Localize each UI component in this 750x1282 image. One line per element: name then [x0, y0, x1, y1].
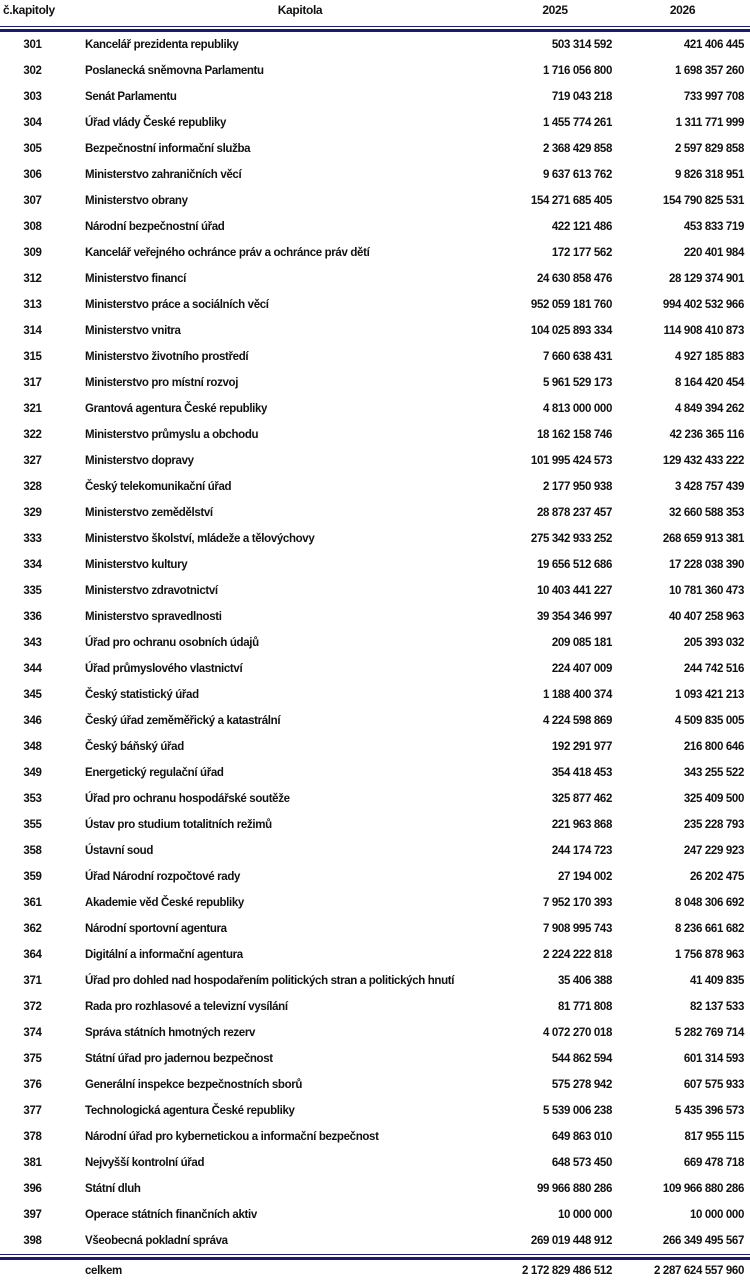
amount-2025: 244 174 723	[551, 845, 612, 857]
amount-2026: 266 349 495 567	[662, 1235, 744, 1247]
table-row	[0, 1124, 750, 1150]
chapter-name: Bezpečnostní informační služba	[85, 143, 251, 155]
amount-2025: 719 043 218	[551, 91, 612, 103]
table-row	[0, 240, 750, 266]
amount-2025: 2 177 950 938	[543, 481, 612, 493]
table-row	[0, 162, 750, 188]
chapter-name: Ministerstvo školství, mládeže a tělovýchovy	[85, 533, 315, 545]
amount-2025: 354 418 453	[551, 767, 612, 779]
amount-2025: 503 314 592	[551, 39, 612, 51]
table-row	[0, 58, 750, 84]
amount-2026: 247 229 923	[683, 845, 744, 857]
table-row	[0, 422, 750, 448]
table-row	[0, 1202, 750, 1228]
chapter-name: Národní bezpečnostní úřad	[85, 221, 225, 233]
amount-2026: 10 781 360 473	[668, 585, 744, 597]
table-row	[0, 370, 750, 396]
amount-2025: 154 271 685 405	[530, 195, 612, 207]
amount-2026: 2 597 829 858	[675, 143, 744, 155]
table-row	[0, 734, 750, 760]
chapter-name: Národní úřad pro kybernetickou a informační bezpečnost	[85, 1131, 379, 1143]
chapter-name: Digitální a informační agentura	[85, 949, 243, 961]
chapter-number: 345	[23, 689, 42, 701]
chapter-name: Český báňský úřad	[85, 741, 184, 753]
chapter-name: Český úřad zeměměřický a katastrální	[85, 715, 281, 727]
amount-2026: 40 407 258 963	[668, 611, 744, 623]
table-row	[0, 604, 750, 630]
chapter-number: 309	[23, 247, 42, 259]
chapter-number: 314	[23, 325, 42, 337]
table-row	[0, 630, 750, 656]
chapter-number: 374	[23, 1027, 42, 1039]
chapter-number: 355	[23, 819, 42, 831]
table-row	[0, 136, 750, 162]
amount-2026: 453 833 719	[683, 221, 744, 233]
chapter-number: 321	[23, 403, 42, 415]
table-row	[0, 1046, 750, 1072]
amount-2025: 192 291 977	[551, 741, 612, 753]
chapter-number: 378	[23, 1131, 42, 1143]
table-row	[0, 318, 750, 344]
chapter-name: Ministerstvo zemědělství	[85, 507, 213, 519]
amount-2025: 209 085 181	[551, 637, 612, 649]
table-row	[0, 1150, 750, 1176]
amount-2025: 7 908 995 743	[543, 923, 612, 935]
chapter-name: Ministerstvo vnitra	[85, 325, 181, 337]
amount-2025: 7 952 170 393	[543, 897, 612, 909]
table-row	[0, 1228, 750, 1254]
chapter-number: 372	[23, 1001, 42, 1013]
total-label: celkem	[85, 1265, 122, 1277]
table-header	[0, 0, 750, 32]
chapter-name: Poslanecká sněmovna Parlamentu	[85, 65, 264, 77]
amount-2025: 172 177 562	[551, 247, 612, 259]
table-row	[0, 916, 750, 942]
chapter-name: Kancelář veřejného ochránce práv a ochránce práv dětí	[85, 247, 370, 259]
amount-2026: 5 435 396 573	[675, 1105, 744, 1117]
table-row	[0, 188, 750, 214]
amount-2025: 4 813 000 000	[543, 403, 612, 415]
total-2025: 2 172 829 486 512	[522, 1265, 612, 1277]
chapter-number: 397	[23, 1209, 42, 1221]
amount-2025: 648 573 450	[551, 1157, 612, 1169]
table-row	[0, 110, 750, 136]
amount-2025: 39 354 346 997	[536, 611, 612, 623]
chapter-number: 349	[23, 767, 42, 779]
chapter-name: Úřad Národní rozpočtové rady	[85, 871, 241, 883]
chapter-name: Kancelář prezidenta republiky	[85, 39, 239, 51]
amount-2025: 7 660 638 431	[543, 351, 612, 363]
table-row	[0, 656, 750, 682]
chapter-name: Operace státních finančních aktiv	[85, 1209, 257, 1221]
amount-2025: 221 963 868	[551, 819, 612, 831]
chapter-name: Ministerstvo pro místní rozvoj	[85, 377, 239, 389]
chapter-number: 305	[23, 143, 42, 155]
chapter-name: Úřad pro ochranu osobních údajů	[85, 637, 259, 649]
chapter-number: 312	[23, 273, 42, 285]
chapter-name: Ministerstvo spravedlnosti	[85, 611, 222, 623]
chapter-name: Grantová agentura České republiky	[85, 403, 268, 415]
table-row	[0, 266, 750, 292]
chapter-name: Ministerstvo životního prostředí	[85, 351, 249, 363]
amount-2025: 422 121 486	[551, 221, 612, 233]
table-row	[0, 708, 750, 734]
chapter-name: Státní úřad pro jadernou bezpečnost	[85, 1053, 273, 1065]
amount-2025: 10 000 000	[557, 1209, 612, 1221]
table-header-row	[0, 0, 750, 26]
chapter-number: 348	[23, 741, 42, 753]
amount-2025: 9 637 613 762	[543, 169, 612, 181]
chapter-number: 398	[23, 1235, 42, 1247]
amount-2026: 8 236 661 682	[675, 923, 744, 935]
chapter-number: 302	[23, 65, 42, 77]
amount-2025: 5 539 006 238	[543, 1105, 612, 1117]
chapter-name: Úřad vlády České republiky	[85, 117, 227, 129]
chapter-name: Ministerstvo dopravy	[85, 455, 194, 467]
chapter-name: Ústavní soud	[85, 845, 154, 857]
amount-2026: 41 409 835	[689, 975, 744, 987]
chapter-number: 359	[23, 871, 42, 883]
chapter-name: Ministerstvo zahraničních věcí	[85, 169, 242, 181]
amount-2026: 817 955 115	[684, 1131, 744, 1143]
amount-2026: 42 236 365 116	[669, 429, 744, 441]
total-empty-cell	[0, 1260, 65, 1282]
chapter-number: 307	[23, 195, 42, 207]
header-year-2026: 2026	[669, 3, 696, 17]
table-row	[0, 786, 750, 812]
chapter-name: Český telekomunikační úřad	[85, 481, 232, 493]
table-row	[0, 84, 750, 110]
chapter-name: Úřad pro dohled nad hospodařením politických stran a politických hnutí	[85, 975, 455, 987]
chapter-number: 313	[23, 299, 42, 311]
table-row	[0, 32, 750, 58]
chapter-number: 396	[23, 1183, 42, 1195]
chapter-number: 329	[23, 507, 42, 519]
chapter-name: Rada pro rozhlasové a televizní vysílání	[85, 1001, 288, 1013]
chapter-number: 327	[23, 455, 42, 467]
amount-2025: 4 224 598 869	[543, 715, 612, 727]
chapter-number: 306	[23, 169, 42, 181]
chapter-name: Akademie věd České republiky	[85, 897, 244, 909]
chapter-number: 371	[23, 975, 42, 987]
chapter-number: 353	[23, 793, 42, 805]
chapter-name: Ministerstvo zdravotnictví	[85, 585, 218, 597]
header-chapter-name: Kapitola	[277, 3, 323, 17]
total-row	[0, 1260, 750, 1282]
chapter-name: Všeobecná pokladní správa	[85, 1235, 228, 1247]
chapter-number: 364	[23, 949, 42, 961]
amount-2026: 268 659 913 381	[662, 533, 744, 545]
table-row	[0, 1176, 750, 1202]
chapter-number: 308	[23, 221, 42, 233]
amount-2025: 104 025 893 334	[530, 325, 612, 337]
chapter-name: Senát Parlamentu	[85, 91, 177, 103]
amount-2026: 4 849 394 262	[675, 403, 744, 415]
amount-2025: 5 961 529 173	[543, 377, 612, 389]
amount-2025: 224 407 009	[551, 663, 612, 675]
amount-2025: 28 878 237 457	[536, 507, 612, 519]
amount-2025: 19 656 512 686	[536, 559, 612, 571]
amount-2026: 109 966 880 286	[662, 1183, 744, 1195]
amount-2026: 129 432 433 222	[662, 455, 744, 467]
amount-2026: 8 164 420 454	[675, 377, 744, 389]
table-row	[0, 1072, 750, 1098]
chapter-name: Ústav pro studium totalitních režimů	[85, 819, 272, 831]
amount-2026: 9 826 318 951	[675, 169, 744, 181]
chapter-number: 361	[23, 897, 42, 909]
chapter-number: 322	[23, 429, 42, 441]
amount-2025: 325 877 462	[551, 793, 612, 805]
amount-2026: 325 409 500	[683, 793, 744, 805]
amount-2025: 2 224 222 818	[543, 949, 612, 961]
table-row	[0, 760, 750, 786]
amount-2025: 275 342 933 252	[530, 533, 612, 545]
amount-2026: 669 478 718	[683, 1157, 744, 1169]
amount-2026: 154 790 825 531	[662, 195, 744, 207]
amount-2026: 17 228 038 390	[668, 559, 744, 571]
amount-2025: 10 403 441 227	[536, 585, 612, 597]
table-row	[0, 292, 750, 318]
amount-2026: 733 997 708	[683, 91, 744, 103]
chapter-name: Technologická agentura České republiky	[85, 1105, 295, 1117]
amount-2026: 244 742 516	[683, 663, 744, 675]
table-row	[0, 968, 750, 994]
chapter-number: 334	[23, 559, 42, 571]
amount-2026: 82 137 533	[689, 1001, 744, 1013]
amount-2025: 24 630 858 476	[536, 273, 612, 285]
table-row	[0, 1098, 750, 1124]
amount-2026: 114 908 410 873	[663, 325, 744, 337]
chapter-number: 333	[23, 533, 42, 545]
chapter-name: Ministerstvo průmyslu a obchodu	[85, 429, 259, 441]
amount-2025: 1 188 400 374	[543, 689, 612, 701]
chapter-number: 301	[23, 39, 42, 51]
chapter-number: 377	[23, 1105, 42, 1117]
amount-2026: 26 202 475	[689, 871, 744, 883]
table-row	[0, 500, 750, 526]
chapter-name: Český statistický úřad	[85, 689, 199, 701]
amount-2025: 81 771 808	[557, 1001, 612, 1013]
table-row	[0, 812, 750, 838]
chapter-number: 381	[23, 1157, 42, 1169]
table-row	[0, 682, 750, 708]
chapter-number: 346	[23, 715, 42, 727]
chapter-number: 304	[23, 117, 42, 129]
amount-2026: 3 428 757 439	[675, 481, 744, 493]
table-row	[0, 552, 750, 578]
amount-2026: 607 575 933	[683, 1079, 744, 1091]
chapter-name: Správa státních hmotných rezerv	[85, 1027, 256, 1039]
chapter-name: Generální inspekce bezpečnostních sborů	[85, 1079, 303, 1091]
table-row	[0, 942, 750, 968]
amount-2026: 28 129 374 901	[668, 273, 744, 285]
chapter-number: 376	[23, 1079, 42, 1091]
chapter-number: 344	[23, 663, 42, 675]
chapter-name: Ministerstvo kultury	[85, 559, 188, 571]
chapter-number: 343	[23, 637, 42, 649]
chapter-name: Ministerstvo financí	[85, 273, 186, 285]
header-year-2025: 2025	[542, 3, 568, 17]
table-body	[0, 32, 750, 1254]
amount-2026: 10 000 000	[689, 1209, 744, 1221]
amount-2026: 1 311 771 999	[675, 117, 744, 129]
amount-2025: 99 966 880 286	[536, 1183, 612, 1195]
amount-2025: 27 194 002	[557, 871, 612, 883]
table-row	[0, 344, 750, 370]
chapter-number: 328	[23, 481, 42, 493]
chapter-number: 303	[23, 91, 42, 103]
chapter-number: 315	[23, 351, 42, 363]
amount-2026: 220 401 984	[683, 247, 744, 259]
amount-2026: 216 800 646	[683, 741, 744, 753]
amount-2025: 4 072 270 018	[543, 1027, 612, 1039]
amount-2026: 205 393 032	[683, 637, 744, 649]
amount-2025: 2 368 429 858	[543, 143, 612, 155]
table-row	[0, 396, 750, 422]
amount-2025: 101 995 424 573	[530, 455, 612, 467]
amount-2026: 32 660 588 353	[668, 507, 744, 519]
table-row	[0, 838, 750, 864]
amount-2026: 8 048 306 692	[675, 897, 744, 909]
amount-2026: 4 927 185 883	[675, 351, 744, 363]
table-row	[0, 526, 750, 552]
amount-2026: 1 093 421 213	[675, 689, 744, 701]
table-row	[0, 994, 750, 1020]
chapter-number: 375	[23, 1053, 42, 1065]
amount-2026: 1 698 357 260	[675, 65, 744, 77]
table-row	[0, 1020, 750, 1046]
chapter-name: Národní sportovní agentura	[85, 923, 227, 935]
table-row	[0, 578, 750, 604]
amount-2025: 952 059 181 760	[530, 299, 612, 311]
amount-2026: 4 509 835 005	[675, 715, 744, 727]
amount-2025: 18 162 158 746	[536, 429, 612, 441]
amount-2025: 269 019 448 912	[530, 1235, 612, 1247]
amount-2026: 343 255 522	[683, 767, 744, 779]
chapter-number: 317	[23, 377, 42, 389]
chapter-name: Úřad průmyslového vlastnictví	[85, 663, 243, 675]
chapter-name: Státní dluh	[85, 1183, 141, 1195]
amount-2025: 575 278 942	[551, 1079, 612, 1091]
chapter-number: 336	[23, 611, 42, 623]
chapter-name: Ministerstvo obrany	[85, 195, 188, 207]
chapter-name: Energetický regulační úřad	[85, 767, 224, 779]
amount-2025: 1 455 774 261	[543, 117, 612, 129]
amount-2026: 1 756 878 963	[675, 949, 744, 961]
amount-2025: 649 863 010	[551, 1131, 612, 1143]
table-row	[0, 448, 750, 474]
chapter-name: Úřad pro ochranu hospodářské soutěže	[85, 793, 290, 805]
chapter-number: 358	[23, 845, 42, 857]
chapter-number: 362	[23, 923, 42, 935]
table-row	[0, 474, 750, 500]
amount-2025: 1 716 056 800	[543, 65, 612, 77]
chapter-name: Nejvyšší kontrolní úřad	[85, 1157, 205, 1169]
amount-2026: 235 228 793	[683, 819, 744, 831]
header-chapter-number: č.kapitoly	[3, 3, 55, 17]
table-row	[0, 214, 750, 240]
total-2026: 2 287 624 557 960	[654, 1265, 744, 1277]
amount-2026: 421 406 445	[683, 39, 744, 51]
amount-2025: 544 862 594	[551, 1053, 612, 1065]
chapter-name: Ministerstvo práce a sociálních věcí	[85, 299, 269, 311]
amount-2026: 601 314 593	[683, 1053, 744, 1065]
table-row	[0, 864, 750, 890]
amount-2026: 994 402 532 966	[662, 299, 744, 311]
table-row	[0, 890, 750, 916]
amount-2025: 35 406 388	[557, 975, 612, 987]
amount-2026: 5 282 769 714	[675, 1027, 744, 1039]
chapter-number: 335	[23, 585, 42, 597]
